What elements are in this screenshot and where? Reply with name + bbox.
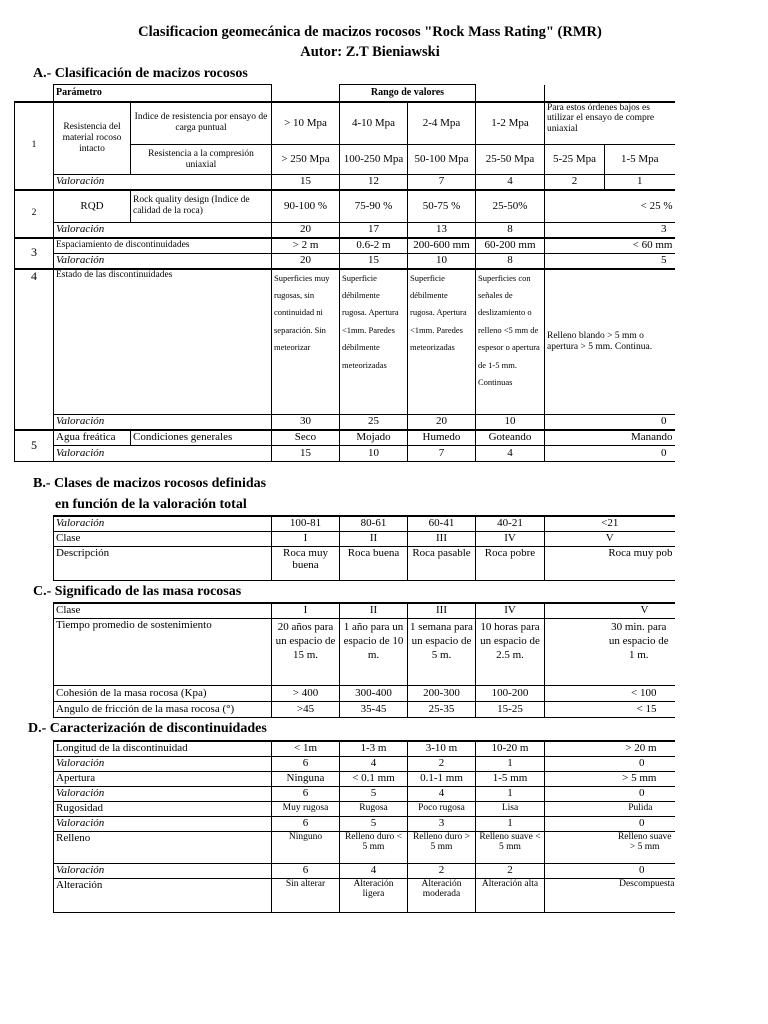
range-cell: < 25 % xyxy=(545,190,675,223)
valoracion-label: Valoración xyxy=(54,175,272,190)
score-cell: 4 xyxy=(408,786,476,801)
section-b-subheading: en función de la valoración total xyxy=(55,497,247,512)
doc-title: Clasificacion geomecánica de macizos rocosos "Rock Mass Rating" (RMR) xyxy=(138,24,602,40)
score-cell: 20 xyxy=(272,254,340,269)
class-cell: Roca muy pob xyxy=(545,546,675,580)
row-label: Clase xyxy=(54,531,272,546)
class-cell: <21 xyxy=(545,516,675,531)
score-cell: 15 xyxy=(272,175,340,190)
param-number: 1 xyxy=(15,102,54,190)
value-cell: Descompuesta xyxy=(545,878,675,912)
valoracion-label: Valoración xyxy=(54,816,272,831)
header-rango-valores: Rango de valores xyxy=(340,85,476,102)
rock-mass-classes-table xyxy=(53,515,675,581)
score-cell: 0 xyxy=(545,786,675,801)
discontinuities-table xyxy=(53,740,675,913)
score-cell: 6 xyxy=(272,786,340,801)
score-cell: 6 xyxy=(272,863,340,878)
score-cell: 20 xyxy=(408,415,476,430)
value-cell: Relleno duro < 5 mm xyxy=(340,831,408,863)
score-cell: 8 xyxy=(476,254,545,269)
class-cell: II xyxy=(340,603,408,618)
param-name: RQD xyxy=(54,190,131,223)
score-cell: 12 xyxy=(340,175,408,190)
value-cell: 0.1-1 mm xyxy=(408,771,476,786)
section-d-heading: D.- Caracterización de discontinuidades xyxy=(28,721,267,736)
value-cell: Alteración alta xyxy=(476,878,545,912)
sub-param: Indice de resistencia por ensayo de carga puntual xyxy=(131,102,272,145)
score-cell: 2 xyxy=(408,863,476,878)
blank-cell xyxy=(545,85,675,102)
score-cell: 1 xyxy=(476,756,545,771)
condition-cell: Superficies muy rugosas, sin continuidad ni separación. Sin meteorizar xyxy=(272,269,340,415)
row-label: Longitud de la discontinuidad xyxy=(54,741,272,756)
range-cell: 50-100 Mpa xyxy=(408,145,476,175)
row-label: Descripción xyxy=(54,546,272,580)
class-cell: 40-21 xyxy=(476,516,545,531)
value-cell: 15-25 xyxy=(476,701,545,717)
row-label: Rugosidad xyxy=(54,801,272,816)
value-cell: > 20 m xyxy=(545,741,675,756)
range-cell: > 2 m xyxy=(272,238,340,254)
value-cell: 35-45 xyxy=(340,701,408,717)
value-cell: > 5 mm xyxy=(545,771,675,786)
value-cell: Relleno suave < 5 mm xyxy=(476,831,545,863)
value-cell: Relleno suave > 5 mm xyxy=(545,831,675,863)
class-cell: III xyxy=(408,531,476,546)
range-cell: 25-50 Mpa xyxy=(476,145,545,175)
value-cell: 10-20 m xyxy=(476,741,545,756)
blank-cell xyxy=(272,85,340,102)
score-cell: 4 xyxy=(476,446,545,462)
row-label: Apertura xyxy=(54,771,272,786)
score-cell: 1 xyxy=(476,816,545,831)
support-time-cell: 1 semana para un espacio de 5 m. xyxy=(408,618,476,685)
value-cell: Sin alterar xyxy=(272,878,340,912)
value-cell: > 400 xyxy=(272,685,340,701)
param-name: Estado de las discontinuidades xyxy=(54,269,272,415)
value-cell: < 0.1 mm xyxy=(340,771,408,786)
support-time-cell: 30 min. para un espacio de 1 m. xyxy=(545,618,675,685)
support-time-cell: 10 horas para un espacio de 2.5 m. xyxy=(476,618,545,685)
range-cell: 4-10 Mpa xyxy=(340,102,408,145)
score-cell: 13 xyxy=(408,223,476,238)
range-cell: 100-250 Mpa xyxy=(340,145,408,175)
class-cell: 100-81 xyxy=(272,516,340,531)
score-cell: 30 xyxy=(272,415,340,430)
class-cell: II xyxy=(340,531,408,546)
score-cell: 3 xyxy=(408,816,476,831)
class-cell: I xyxy=(272,603,340,618)
param-name: Espaciamiento de discontinuidades xyxy=(54,238,272,254)
score-cell: 7 xyxy=(408,446,476,462)
score-cell: 17 xyxy=(340,223,408,238)
doc-author: Autor: Z.T Bieniawski xyxy=(300,44,440,60)
class-cell: 80-61 xyxy=(340,516,408,531)
class-cell: Roca pasable xyxy=(408,546,476,580)
range-cell: 1-2 Mpa xyxy=(476,102,545,145)
range-cell: Humedo xyxy=(408,430,476,446)
range-cell: 200-600 mm xyxy=(408,238,476,254)
score-cell: 1 xyxy=(476,786,545,801)
param-number: 2 xyxy=(15,190,54,238)
condition-cell: Relleno blando > 5 mm o apertura > 5 mm. Continua. xyxy=(545,269,675,415)
value-cell: >45 xyxy=(272,701,340,717)
range-cell: Manando xyxy=(545,430,675,446)
score-cell: 0 xyxy=(545,863,675,878)
score-cell: 15 xyxy=(272,446,340,462)
value-cell: Alteración ligera xyxy=(340,878,408,912)
condition-cell: Superficies con señales de deslizamiento o relleno <5 mm de espesor o apertura de 1-5 mm. Continuas xyxy=(476,269,545,415)
range-cell: 60-200 mm xyxy=(476,238,545,254)
score-cell: 0 xyxy=(545,446,675,462)
row-label: Relleno xyxy=(54,831,272,863)
condition-cell: Superficie débilmente rugosa. Apertura <1mm. Paredes meteorizadas xyxy=(408,269,476,415)
score-cell: 4 xyxy=(476,175,545,190)
class-cell: Roca buena xyxy=(340,546,408,580)
value-cell: < 15 xyxy=(545,701,675,717)
row-label: Cohesión de la masa rocosa (Kpa) xyxy=(54,685,272,701)
valoracion-label: Valoración xyxy=(54,223,272,238)
score-cell: 5 xyxy=(340,816,408,831)
class-cell: V xyxy=(545,531,675,546)
range-cell: 50-75 % xyxy=(408,190,476,223)
param-number: 5 xyxy=(15,430,54,462)
value-cell: 25-35 xyxy=(408,701,476,717)
blank-cell xyxy=(476,85,545,102)
support-time-cell: 1 año para un espacio de 10 m. xyxy=(340,618,408,685)
row-label: Clase xyxy=(54,603,272,618)
range-cell: 5-25 Mpa xyxy=(545,145,605,175)
range-cell: < 60 mm xyxy=(545,238,675,254)
range-cell: 75-90 % xyxy=(340,190,408,223)
score-cell: 8 xyxy=(476,223,545,238)
class-cell: IV xyxy=(476,603,545,618)
valoracion-label: Valoración xyxy=(54,254,272,269)
range-cell: 2-4 Mpa xyxy=(408,102,476,145)
range-cell: Mojado xyxy=(340,430,408,446)
sub-param: Rock quality design (Indice de calidad de la roca) xyxy=(131,190,272,223)
valoracion-label: Valoración xyxy=(54,756,272,771)
valoracion-label: Valoración xyxy=(54,863,272,878)
sub-param: Resistencia a la compresión uniaxial xyxy=(131,145,272,175)
param-number: 3 xyxy=(15,238,54,269)
value-cell: Muy rugosa xyxy=(272,801,340,816)
score-cell: 7 xyxy=(408,175,476,190)
valoracion-label: Valoración xyxy=(54,786,272,801)
value-cell: Relleno duro > 5 mm xyxy=(408,831,476,863)
range-cell: > 10 Mpa xyxy=(272,102,340,145)
value-cell: Lisa xyxy=(476,801,545,816)
section-c-heading: C.- Significado de las masa rocosas xyxy=(33,584,242,599)
param-name: Agua freática xyxy=(54,430,131,446)
score-cell: 25 xyxy=(340,415,408,430)
score-cell: 4 xyxy=(340,756,408,771)
score-cell: 20 xyxy=(272,223,340,238)
low-range-note: Para estos órdenes bajos es utilizar el ensayo de compre uniaxial xyxy=(545,102,675,145)
section-a-heading: A.- Clasificación de macizos rocosos xyxy=(33,66,248,81)
score-cell: 15 xyxy=(340,254,408,269)
score-cell: 0 xyxy=(545,816,675,831)
score-cell: 1 xyxy=(605,175,675,190)
value-cell: Pulida xyxy=(545,801,675,816)
value-cell: < 100 xyxy=(545,685,675,701)
class-cell: Roca pobre xyxy=(476,546,545,580)
class-cell: IV xyxy=(476,531,545,546)
range-cell: 0.6-2 m xyxy=(340,238,408,254)
class-cell: I xyxy=(272,531,340,546)
score-cell: 5 xyxy=(340,786,408,801)
range-cell: 25-50% xyxy=(476,190,545,223)
value-cell: Ninguno xyxy=(272,831,340,863)
valoracion-label: Valoración xyxy=(54,415,272,430)
value-cell: Poco rugosa xyxy=(408,801,476,816)
score-cell: 2 xyxy=(408,756,476,771)
row-label: Valoración xyxy=(54,516,272,531)
value-cell: 100-200 xyxy=(476,685,545,701)
row-label: Tiempo promedio de sostenimiento xyxy=(54,618,272,685)
range-cell: 1-5 Mpa xyxy=(605,145,675,175)
rmr-parameters-table xyxy=(14,84,675,462)
rock-mass-meaning-table xyxy=(53,602,675,718)
score-cell: 10 xyxy=(476,415,545,430)
score-cell: 6 xyxy=(272,756,340,771)
score-cell: 10 xyxy=(340,446,408,462)
score-cell: 2 xyxy=(545,175,605,190)
header-parametro: Parámetro xyxy=(54,85,272,102)
score-cell: 5 xyxy=(545,254,675,269)
score-cell: 4 xyxy=(340,863,408,878)
param-number: 4 xyxy=(15,269,54,430)
value-cell: Ninguna xyxy=(272,771,340,786)
row-label: Alteración xyxy=(54,878,272,912)
value-cell: 200-300 xyxy=(408,685,476,701)
score-cell: 2 xyxy=(476,863,545,878)
range-cell: 90-100 % xyxy=(272,190,340,223)
sub-param: Condiciones generales xyxy=(131,430,272,446)
value-cell: 300-400 xyxy=(340,685,408,701)
value-cell: < 1m xyxy=(272,741,340,756)
support-time-cell: 20 años para un espacio de 15 m. xyxy=(272,618,340,685)
score-cell: 6 xyxy=(272,816,340,831)
range-cell: Goteando xyxy=(476,430,545,446)
value-cell: Rugosa xyxy=(340,801,408,816)
value-cell: 1-5 mm xyxy=(476,771,545,786)
score-cell: 0 xyxy=(545,756,675,771)
score-cell: 3 xyxy=(545,223,675,238)
row-label: Angulo de fricción de la masa rocosa (°) xyxy=(54,701,272,717)
class-cell: III xyxy=(408,603,476,618)
section-b-heading: B.- Clases de macizos rocosos definidas xyxy=(33,476,267,491)
blank-cell xyxy=(15,85,54,102)
range-cell: Seco xyxy=(272,430,340,446)
valoracion-label: Valoración xyxy=(54,446,272,462)
value-cell: 3-10 m xyxy=(408,741,476,756)
score-cell: 10 xyxy=(408,254,476,269)
score-cell: 0 xyxy=(545,415,675,430)
class-cell: Roca muy buena xyxy=(272,546,340,580)
class-cell: V xyxy=(545,603,675,618)
class-cell: 60-41 xyxy=(408,516,476,531)
value-cell: Alteración moderada xyxy=(408,878,476,912)
range-cell: > 250 Mpa xyxy=(272,145,340,175)
param-name: Resistencia del material rocoso intacto xyxy=(54,102,131,175)
condition-cell: Superficie débilmente rugosa. Apertura <1mm. Paredes débilmente meteorizadas xyxy=(340,269,408,415)
value-cell: 1-3 m xyxy=(340,741,408,756)
